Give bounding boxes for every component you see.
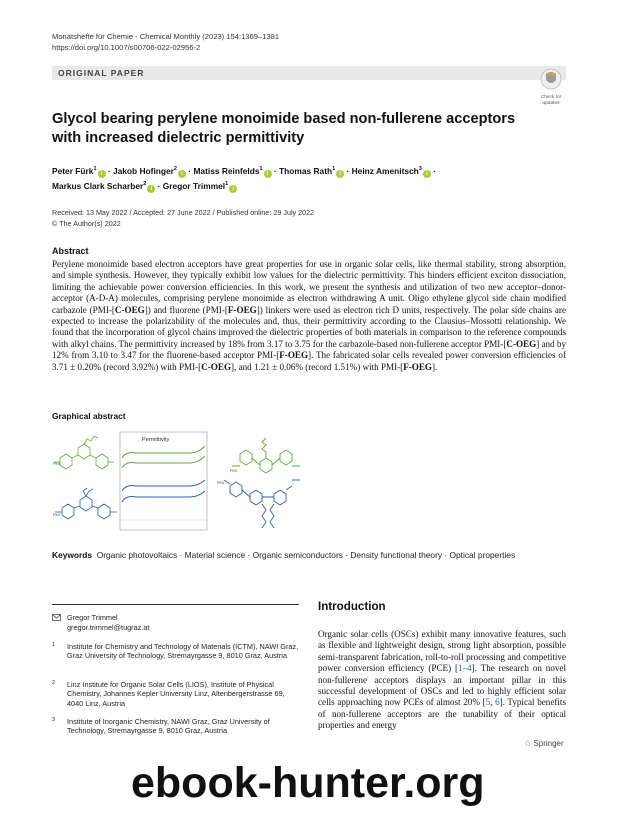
title-line-1: Glycol bearing perylene monoimide based non-fullerene acceptors bbox=[52, 111, 516, 127]
springer-horse-icon: ♘ bbox=[524, 739, 532, 748]
left-blue-molecule bbox=[55, 488, 117, 519]
keywords-label: Keywords bbox=[52, 550, 93, 560]
article-type-banner bbox=[52, 66, 566, 80]
pmi-label-left-green: PMI bbox=[53, 462, 60, 466]
plot-frame bbox=[120, 432, 207, 530]
corresponding-email[interactable]: gregor.trimmel@tugraz.at bbox=[67, 622, 150, 632]
affiliation-1: 1 Institute for Chemistry and Technology of Materials (ICTM), NAWI Graz, Graz University of Technology, Stremayrgasse 9, 8010 Graz, Austria bbox=[52, 642, 299, 661]
abstract-heading: Abstract bbox=[52, 246, 89, 256]
author-affiliation-marker: 2 bbox=[143, 181, 147, 188]
check-for-updates-badge[interactable] bbox=[536, 68, 566, 106]
author-affiliation-marker: 1 bbox=[93, 166, 97, 172]
article-type-label: ORIGINAL PAPER bbox=[58, 68, 145, 78]
watermark: ebook-hunter.org bbox=[131, 759, 485, 807]
plot-label: Permittivity bbox=[142, 437, 170, 443]
affiliation-2: 2 Linz Institute for Organic Solar Cells (LIOS), Institute of Physical Chemistry, Johannes Kepler University Linz, Altenbergerstrasse 69, 4040 Linz, Austria bbox=[52, 680, 285, 708]
left-green-molecule bbox=[54, 436, 114, 469]
author[interactable] bbox=[113, 166, 186, 176]
right-green-molecule bbox=[232, 438, 300, 473]
author-affiliation-marker: 1 bbox=[332, 166, 336, 172]
citation-1-4[interactable]: 1–4 bbox=[458, 663, 472, 674]
author-separator: · bbox=[185, 165, 194, 176]
check-updates-line2: updates bbox=[542, 100, 560, 106]
author-separator: · bbox=[430, 165, 436, 176]
permittivity-plot bbox=[120, 432, 207, 530]
author-name[interactable]: Gregor Trimmel bbox=[162, 181, 226, 192]
journal-line: Monatshefte für Chemie - Chemical Monthly (2023) 154:1369–1381 bbox=[52, 32, 280, 41]
orcid-icon[interactable]: i bbox=[423, 170, 431, 178]
author-separator: · bbox=[105, 165, 113, 176]
check-updates-icon bbox=[540, 68, 562, 90]
keywords bbox=[52, 549, 562, 561]
corresponding-author: Gregor Trimmel bbox=[67, 613, 118, 622]
check-updates-line1: Check for bbox=[540, 95, 562, 100]
doi-link[interactable]: https://doi.org/10.1007/s00706-022-02956-2 bbox=[52, 43, 201, 52]
author[interactable] bbox=[193, 166, 271, 176]
author-name[interactable]: Heinz Amenitsch bbox=[351, 165, 419, 176]
author-name[interactable]: Peter Fürk bbox=[52, 165, 94, 176]
graphical-abstract-heading: Graphical abstract bbox=[52, 411, 126, 421]
pmi-label-right-blue: PMI bbox=[217, 481, 224, 485]
title-line-2: with increased dielectric permittivity bbox=[52, 130, 305, 146]
compound-f-oeg: F-OEG bbox=[227, 304, 257, 315]
journal-citation bbox=[52, 31, 279, 53]
author-separator: · bbox=[344, 165, 352, 176]
author-list bbox=[52, 163, 572, 194]
article-title bbox=[52, 110, 532, 148]
introduction-text: Organic solar cells (OSCs) exhibit many innovative features, such as flexible and lightweight design, strong light absorption, possible semi-transparent fabrication, roll-to-roll processing and competitive power conversion efficiency (PCE) [1–4]. The research on novel non-fullerene acceptors displays an important pillar in this successful development of OSCs and led to highly efficient solar cells approaching now PCEs of almost 20% [5, 6]. Typical benefits of non-fullerene acceptors are the tunability of their optical properties and energy bbox=[318, 629, 566, 731]
right-blue-molecule bbox=[224, 480, 300, 528]
compound-c-oeg: C-OEG bbox=[114, 304, 145, 315]
keywords-list: Organic photovoltaics · Material science · Organic semiconductors · Density functional theory · Optical properties bbox=[96, 550, 516, 560]
author[interactable] bbox=[352, 166, 431, 176]
orcid-icon[interactable]: i bbox=[178, 170, 186, 178]
affiliation-3: 3 Institute of Inorganic Chemistry, NAWI Graz, Graz University of Technology, Stremayrgasse 9, 8010 Graz, Austria bbox=[52, 717, 270, 736]
orcid-icon[interactable]: i bbox=[264, 170, 272, 178]
author-affiliation-marker: 3 bbox=[418, 166, 422, 172]
orcid-icon[interactable]: i bbox=[229, 185, 237, 193]
publication-dates bbox=[52, 208, 314, 229]
publisher-name: Springer bbox=[533, 739, 564, 748]
author[interactable] bbox=[279, 166, 344, 176]
pmi-label-left-blue: PMI bbox=[53, 513, 60, 517]
introduction-heading: Introduction bbox=[318, 600, 386, 613]
author-separator: · bbox=[155, 181, 163, 192]
author-name[interactable]: Matiss Reinfelds bbox=[193, 165, 260, 176]
footnote-rule bbox=[52, 604, 299, 605]
copyright: © The Author(s) 2022 bbox=[52, 218, 121, 228]
author-name[interactable]: Jakob Hofinger bbox=[112, 165, 174, 176]
pmi-label-right-green: PMI bbox=[230, 469, 237, 473]
author[interactable] bbox=[52, 166, 106, 176]
author-affiliation-marker: 1 bbox=[259, 166, 263, 172]
publisher-logo bbox=[524, 739, 564, 748]
author-separator: · bbox=[271, 165, 280, 176]
author[interactable] bbox=[163, 181, 237, 191]
graphical-abstract-figure bbox=[52, 428, 566, 540]
correspondence bbox=[52, 613, 299, 632]
author-affiliation-marker: 2 bbox=[173, 166, 177, 172]
citation-6[interactable]: 6 bbox=[495, 697, 500, 708]
author[interactable] bbox=[52, 181, 155, 191]
citation-5[interactable]: 5 bbox=[485, 697, 491, 708]
received-accepted-published: Received: 13 May 2022 / Accepted: 27 June 2022 / Published online: 29 July 2022 bbox=[52, 208, 315, 217]
orcid-icon[interactable]: i bbox=[98, 170, 106, 178]
author-name[interactable]: Markus Clark Scharber bbox=[52, 181, 144, 192]
orcid-icon[interactable]: i bbox=[147, 185, 155, 193]
envelope-icon bbox=[52, 614, 61, 624]
abstract-text: Perylene monoimide based electron acceptors have great properties for use in organic solar cells, like thermal stability, strong absorption, and simple synthesis. However, they typically exhibit low values for the dielectric permittivity. This hinders efficient exciton dissociation, limiting the achievable power conversion efficiencies. In this work, we present the synthesis and utilization of two new acceptor–donor-acceptor (A-D-A) molecules, comprising perylene monoimide as electron withdrawing A unit. Oligo ethylene glycol side chain modified carbazole (PMI-[C-OEG]) and fluorene (PMI-[F-OEG]) linkers were used as electron rich D units, respectively. The polar side chains are expected to increase the polarizability of the molecules and, thus, their permittivity according to the Clausius–Mossotti relationship. We found that the incorporation of glycol chains improved the dielectric properties of both materials in comparison to the reference compounds with alkyl chains. The permittivity increased by 18% from 3.17 to 3.75 for the carbazole-based non-fullerene acceptor PMI-[C-OEG] and by 12% from 3.10 to 3.47 for the fluorene-based acceptor PMI-[F-OEG]. The fabricated solar cells revealed power conversion efficiencies of 3.71 ± 0.20% (record 3.92%) with PMI-[C-OEG], and 1.21 ± 0.06% (record 1.51%) with PMI-[F-OEG]. bbox=[52, 259, 566, 372]
author-name[interactable]: Thomas Rath bbox=[279, 165, 333, 176]
orcid-icon[interactable]: i bbox=[336, 170, 344, 178]
author-affiliation-marker: 1 bbox=[225, 181, 229, 188]
